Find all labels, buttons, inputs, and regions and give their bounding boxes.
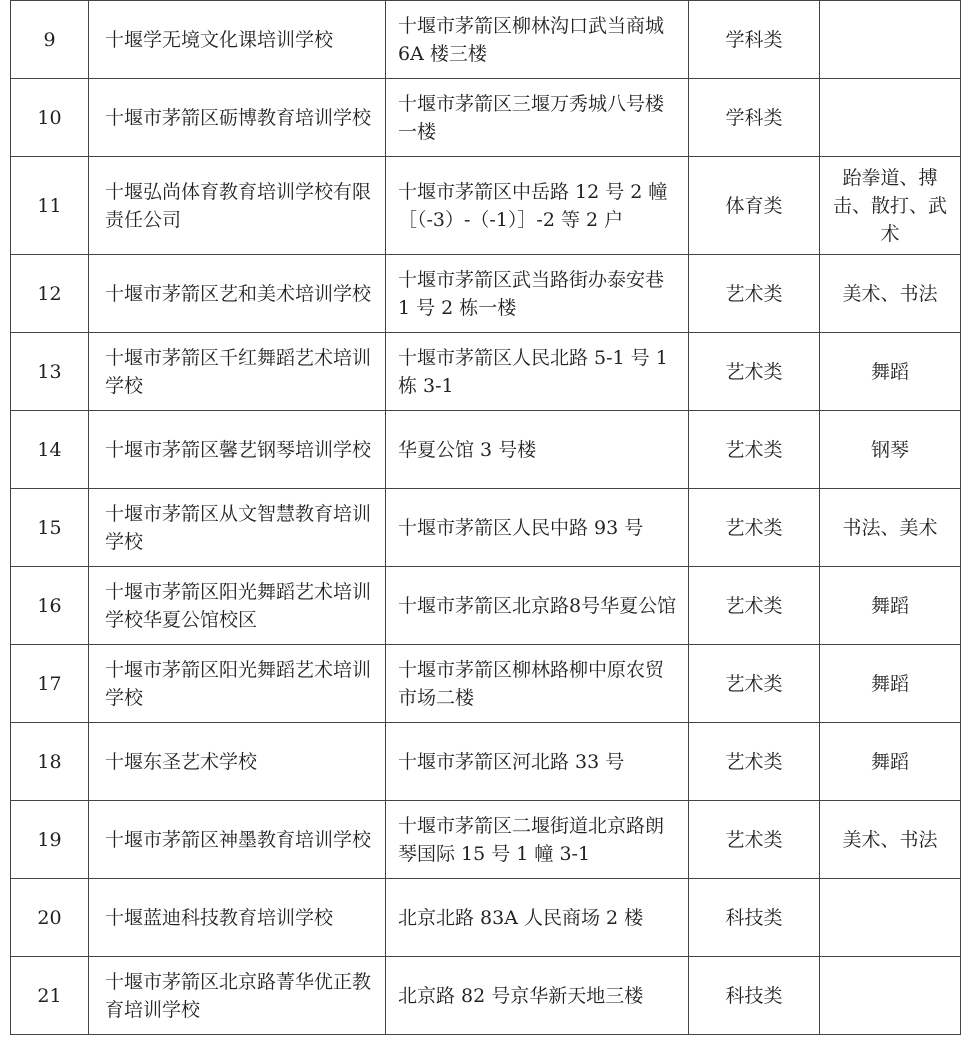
row-number: 12: [11, 255, 89, 333]
row-number: 18: [11, 723, 89, 801]
school-address: 北京北路 83A 人民商场 2 楼: [386, 879, 689, 957]
training-items: 舞蹈: [820, 567, 961, 645]
category: 艺术类: [689, 489, 820, 567]
training-items: 钢琴: [820, 411, 961, 489]
school-address: 十堰市茅箭区柳林沟口武当商城 6A 楼三楼: [386, 1, 689, 79]
school-address: 十堰市茅箭区柳林路柳中原农贸市场二楼: [386, 645, 689, 723]
row-number: 9: [11, 1, 89, 79]
school-address: 十堰市茅箭区中岳路 12 号 2 幢［（-3）-（-1）］-2 等 2 户: [386, 157, 689, 255]
table-row: [11, 255, 961, 333]
table-row: [11, 801, 961, 879]
school-name: 十堰市茅箭区从文智慧教育培训学校: [89, 489, 386, 567]
row-number: 15: [11, 489, 89, 567]
school-address: 十堰市茅箭区二堰街道北京路朗琴国际 15 号 1 幢 3-1: [386, 801, 689, 879]
school-address: 十堰市茅箭区河北路 33 号: [386, 723, 689, 801]
row-number: 10: [11, 79, 89, 157]
table-row: [11, 723, 961, 801]
table-row: [11, 489, 961, 567]
training-items: [820, 879, 961, 957]
training-items: 美术、书法: [820, 255, 961, 333]
row-number: 13: [11, 333, 89, 411]
school-address: 十堰市茅箭区武当路街办泰安巷 1 号 2 栋一楼: [386, 255, 689, 333]
training-items: 舞蹈: [820, 333, 961, 411]
row-number: 14: [11, 411, 89, 489]
row-number: 19: [11, 801, 89, 879]
school-address: 十堰市茅箭区三堰万秀城八号楼一楼: [386, 79, 689, 157]
table-row: [11, 879, 961, 957]
table-row: [11, 333, 961, 411]
training-items: [820, 79, 961, 157]
training-items: 舞蹈: [820, 645, 961, 723]
school-address: 十堰市茅箭区北京路8号华夏公馆: [386, 567, 689, 645]
category: 学科类: [689, 1, 820, 79]
training-items: 美术、书法: [820, 801, 961, 879]
row-number: 16: [11, 567, 89, 645]
category: 艺术类: [689, 723, 820, 801]
school-name: 十堰弘尚体育教育培训学校有限责任公司: [89, 157, 386, 255]
row-number: 11: [11, 157, 89, 255]
school-address: 北京路 82 号京华新天地三楼: [386, 957, 689, 1035]
school-name: 十堰市茅箭区北京路菁华优正教育培训学校: [89, 957, 386, 1035]
table-row: [11, 957, 961, 1035]
category: 艺术类: [689, 411, 820, 489]
school-name: 十堰学无境文化课培训学校: [89, 1, 386, 79]
table-row: [11, 567, 961, 645]
school-name: 十堰蓝迪科技教育培训学校: [89, 879, 386, 957]
row-number: 20: [11, 879, 89, 957]
category: 艺术类: [689, 333, 820, 411]
school-name: 十堰市茅箭区砺博教育培训学校: [89, 79, 386, 157]
category: 学科类: [689, 79, 820, 157]
table-row: [11, 1, 961, 79]
school-address: 十堰市茅箭区人民中路 93 号: [386, 489, 689, 567]
school-address: 华夏公馆 3 号楼: [386, 411, 689, 489]
category: 体育类: [689, 157, 820, 255]
training-items: [820, 957, 961, 1035]
row-number: 17: [11, 645, 89, 723]
category: 科技类: [689, 957, 820, 1035]
training-items: 书法、美术: [820, 489, 961, 567]
school-name: 十堰市茅箭区千红舞蹈艺术培训学校: [89, 333, 386, 411]
institution-table: [10, 0, 961, 1035]
table-row: [11, 79, 961, 157]
category: 艺术类: [689, 645, 820, 723]
training-items: 跆拳道、搏击、散打、武术: [820, 157, 961, 255]
school-name: 十堰市茅箭区阳光舞蹈艺术培训学校: [89, 645, 386, 723]
school-name: 十堰东圣艺术学校: [89, 723, 386, 801]
school-name: 十堰市茅箭区阳光舞蹈艺术培训学校华夏公馆校区: [89, 567, 386, 645]
category: 科技类: [689, 879, 820, 957]
category: 艺术类: [689, 801, 820, 879]
school-address: 十堰市茅箭区人民北路 5-1 号 1 栋 3-1: [386, 333, 689, 411]
school-name: 十堰市茅箭区艺和美术培训学校: [89, 255, 386, 333]
table-row: [11, 157, 961, 255]
training-items: [820, 1, 961, 79]
category: 艺术类: [689, 255, 820, 333]
training-items: 舞蹈: [820, 723, 961, 801]
row-number: 21: [11, 957, 89, 1035]
table-row: [11, 645, 961, 723]
table-row: [11, 411, 961, 489]
school-name: 十堰市茅箭区神墨教育培训学校: [89, 801, 386, 879]
school-name: 十堰市茅箭区馨艺钢琴培训学校: [89, 411, 386, 489]
category: 艺术类: [689, 567, 820, 645]
